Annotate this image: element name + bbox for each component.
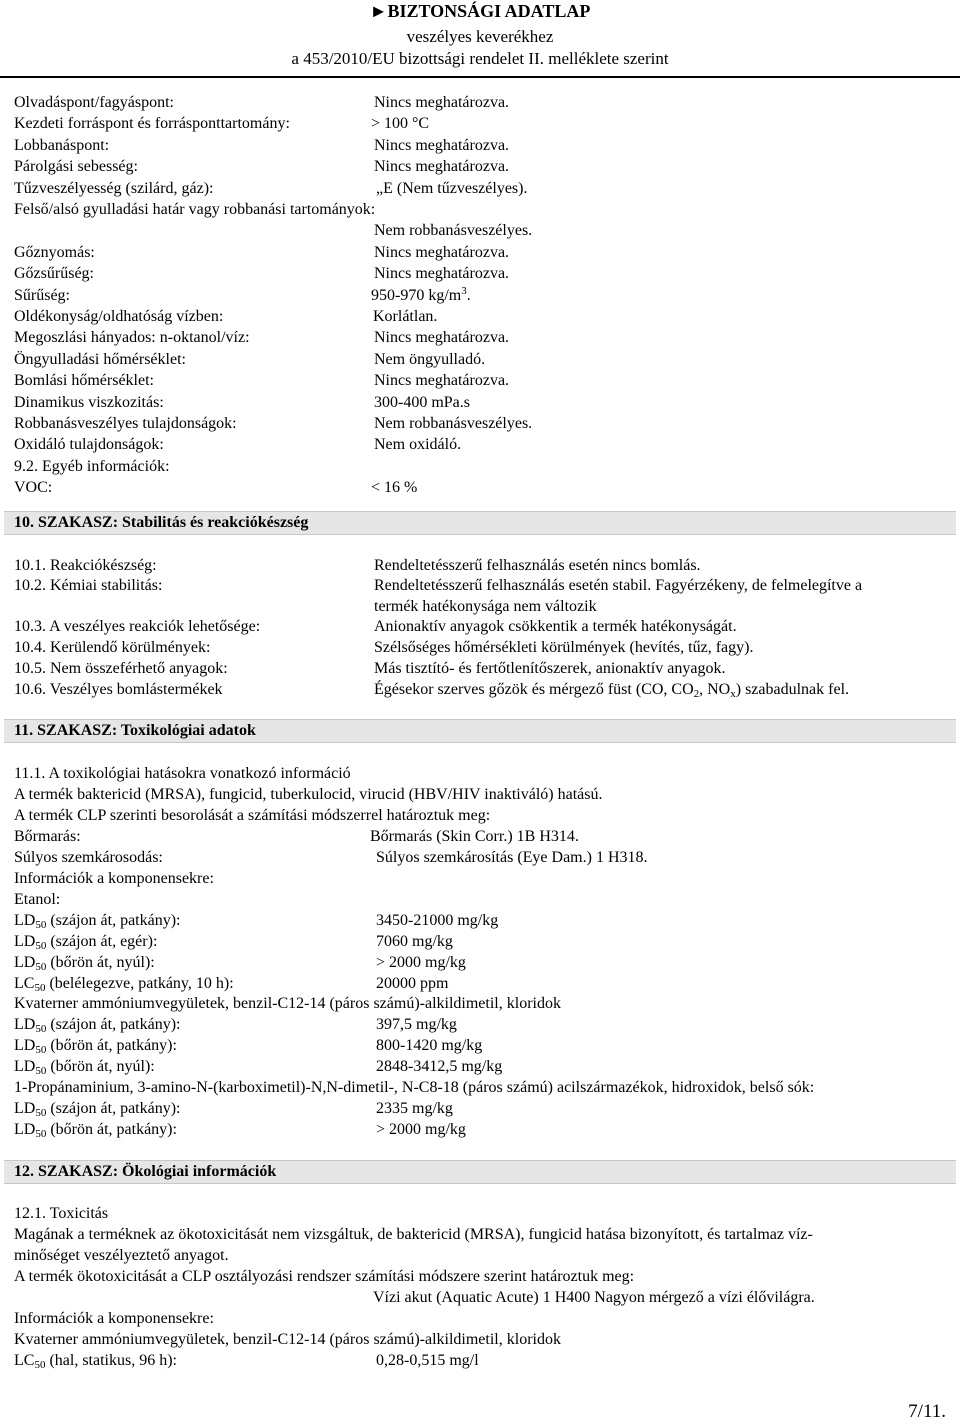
lc50-fish-row: $LC_{50}$ (hal, statikus, 96 h): 0,28-0,515 mg/l — [14, 1352, 479, 1371]
property-label: Oxidáló tulajdonságok: — [14, 436, 164, 454]
property-row — [0, 434, 960, 455]
property-label: Tűzveszélyesség (szilárd, gáz): — [14, 179, 214, 197]
tox-subscript: 50 — [35, 919, 47, 931]
reactivity-value: Anionaktív anyagok csökkentik a termék hatékonyságát. — [374, 618, 737, 635]
tox-kind: LD — [14, 954, 36, 971]
property-value: Nincs meghatározva. — [374, 243, 510, 261]
tox-subscript: 50 — [35, 1128, 47, 1140]
property-row — [0, 113, 960, 134]
reactivity-row — [0, 575, 960, 596]
property-value: Nincs meghatározva. — [374, 136, 510, 154]
reactivity-label: 10.4. Kerülendő körülmények: — [14, 639, 211, 656]
tox-kind: LD — [14, 912, 36, 929]
tox-value: 2335 mg/kg — [376, 1100, 453, 1117]
tox-value: 2848-3412,5 mg/kg — [376, 1058, 503, 1075]
property-value: 950-970 $kg/m^3$. — [371, 284, 471, 304]
property-row — [0, 370, 960, 391]
header-divider — [0, 76, 960, 78]
reactivity-row — [0, 596, 960, 617]
property-label: Oldékonyság/oldhatóság vízben: — [14, 308, 224, 325]
tox-value: 20000 ppm — [376, 975, 449, 992]
tox-route: (bőrön át, patkány): — [46, 1037, 177, 1054]
text-line: minőséget veszélyeztető anyagot. — [14, 1247, 229, 1264]
property-value: < 16 % — [371, 479, 418, 497]
text-line: A termék baktericid (MRSA), fungicid, tuberkulocid, virucid (HBV/HIV inaktiváló) hatású. — [14, 786, 603, 803]
reactivity-label: 10.3. A veszélyes reakciók lehetősége: — [14, 618, 261, 635]
tox-label — [14, 1098, 181, 1119]
property-row — [0, 456, 960, 477]
property-label: Felső/alsó gyulladási határ vagy robbanási tartományok: — [14, 201, 376, 218]
tox-subscript: 50 — [35, 1044, 47, 1056]
reactivity-row — [0, 637, 960, 658]
property-value: Nem oxidáló. — [374, 436, 462, 454]
reactivity-label: 10.2. Kémiai stabilitás: — [14, 577, 163, 594]
document-subtitle-2: a 453/2010/EU bizottsági rendelet II. melléklete szerint — [291, 49, 669, 68]
tox-label — [14, 1119, 177, 1140]
property-row — [0, 477, 960, 498]
tox-label — [14, 1056, 155, 1077]
section-11-title: 11. SZAKASZ: Toxikológiai adatok — [14, 722, 256, 739]
property-row — [0, 349, 960, 370]
text-line: Információk a komponensekre: — [14, 870, 214, 887]
property-value: Nincs meghatározva. — [374, 94, 510, 111]
tox-route: (bőrön át, patkány): — [46, 1121, 177, 1138]
property-value: Nem öngyulladó. — [374, 350, 486, 368]
tox-route: (szájon át, patkány): — [46, 1100, 181, 1117]
tox-label — [14, 952, 155, 973]
tox-label — [14, 1035, 177, 1056]
tox-label — [14, 1014, 181, 1035]
reactivity-label: 10.5. Nem összeférhető anyagok: — [14, 660, 228, 677]
property-label: Megoszlási hányados: n-oktanol/víz: — [14, 329, 250, 347]
property-row — [0, 306, 960, 327]
tox-value: 7060 mg/kg — [376, 933, 453, 950]
property-value: Nem robbanásveszélyes. — [374, 222, 533, 240]
tox-row — [0, 1056, 960, 1077]
tox-route: (szájon át, patkány): — [46, 912, 181, 929]
section-12-title: 12. SZAKASZ: Ökológiai információk — [14, 1163, 277, 1180]
property-value: Nincs meghatározva. — [374, 329, 510, 347]
property-row — [0, 92, 960, 113]
text-line: 12.1. Toxicitás — [14, 1205, 109, 1222]
aquatic-classification-row: Vízi akut (Aquatic Acute) 1 H400 Nagyon mérgező a vízi élővilágra. — [373, 1289, 815, 1306]
text-line: Kvaterner ammóniumvegyületek, benzil-C12-14 (páros számú)-alkildimetil, kloridok — [14, 995, 561, 1012]
text-line: 1-Propánaminium, 3-amino-N-(karboximetil)-N,N-dimetil-, N-C8-18 (páros számú) acilszármazékok, hidroxidok, belső sók: — [14, 1079, 815, 1096]
property-value: Nincs meghatározva. — [374, 372, 510, 390]
tox-label — [14, 973, 234, 994]
property-value: Nincs meghatározva. — [374, 265, 510, 283]
tox-label — [14, 910, 181, 931]
property-row — [0, 199, 960, 220]
section-10-title: 10. SZAKASZ: Stabilitás és reakciókészség — [14, 514, 309, 531]
property-row — [0, 327, 960, 348]
tox-row — [0, 1014, 960, 1035]
decomposition-value: Égésekor szerves gőzök és mérgező füst (CO, $CO_2$, $NO_x$) szabadulnak fel. — [374, 681, 850, 700]
tox-kind: LD — [14, 1121, 36, 1138]
property-row — [0, 178, 960, 199]
tox-value: > 2000 mg/kg — [376, 954, 466, 971]
property-label: Lobbanáspont: — [14, 136, 110, 154]
reactivity-row — [0, 616, 960, 637]
property-value: „E (Nem tűzveszélyes). — [376, 179, 528, 197]
section-10-header — [4, 511, 956, 535]
property-value: Korlátlan. — [373, 308, 438, 325]
section-12-header — [4, 1160, 956, 1184]
property-row — [0, 285, 960, 306]
tox-kind: LD — [14, 933, 36, 950]
tox-row — [0, 931, 960, 952]
property-label: Dinamikus viszkozitás: — [14, 393, 164, 411]
tox-kind: LD — [14, 1016, 36, 1033]
tox-row — [0, 1119, 960, 1140]
tox-subscript: 50 — [35, 1065, 47, 1077]
tox-subscript: 50 — [34, 982, 46, 994]
tox-route: (szájon át, patkány): — [46, 1016, 181, 1033]
tox-row — [0, 952, 960, 973]
tox-row — [0, 910, 960, 931]
property-value: > 100 °C — [371, 115, 430, 133]
reactivity-row — [0, 555, 960, 576]
density-end: . — [466, 286, 471, 304]
reactivity-value: Rendeltetésszerű felhasználás esetén stabil. Fagyérzékeny, de felmelegítve a — [374, 577, 863, 594]
tox-row — [0, 1035, 960, 1056]
property-label: Öngyulladási hőmérséklet: — [14, 350, 186, 368]
tox-value: > 2000 mg/kg — [376, 1121, 466, 1138]
text-line: Etanol: — [14, 891, 61, 908]
tox-route: (bőrön át, nyúl): — [46, 1058, 155, 1075]
reactivity-value: Rendeltetésszerű felhasználás esetén nincs bomlás. — [374, 557, 701, 574]
property-row — [0, 242, 960, 263]
tox-subscript: 50 — [35, 940, 47, 952]
tox-subscript: 50 — [35, 1107, 47, 1119]
property-value: Nincs meghatározva. — [374, 158, 510, 176]
tox-route: (belélegezve, patkány, 10 h): — [45, 975, 234, 992]
skin-corrosion-row: Bőrmarás: Bőrmarás (Skin Corr.) 1B H314. — [14, 828, 579, 845]
reactivity-label: 10.1. Reakciókészség: — [14, 557, 157, 574]
tox-row — [0, 1098, 960, 1119]
property-label: Robbanásveszélyes tulajdonságok: — [14, 415, 237, 432]
property-row — [0, 392, 960, 413]
property-label: Kezdeti forráspont és forrásponttartomány: — [14, 115, 290, 133]
document-title: ►BIZTONSÁGI ADATLAP — [369, 1, 591, 21]
property-value: Nem robbanásveszélyes. — [374, 415, 533, 432]
property-label: Gőznyomás: — [14, 243, 95, 261]
text-line: 11.1. A toxikológiai hatásokra vonatkozó információ — [14, 765, 351, 782]
property-row — [0, 413, 960, 434]
tox-subscript: 50 — [35, 961, 47, 973]
property-label: Párolgási sebesség: — [14, 158, 138, 176]
density-superscript: 3 — [461, 284, 467, 297]
property-value: 300-400 mPa.s — [374, 393, 470, 411]
property-label: Bomlási hőmérséklet: — [14, 372, 154, 390]
tox-label — [14, 931, 157, 952]
tox-kind: LD — [14, 1100, 36, 1117]
text-line: Információk a komponensekre: — [14, 1310, 214, 1327]
tox-value: 800-1420 mg/kg — [376, 1037, 483, 1054]
property-label: 9.2. Egyéb információk: — [14, 457, 170, 475]
text-line: Kvaterner ammóniumvegyületek, benzil-C12-14 (páros számú)-alkildimetil, kloridok — [14, 1331, 561, 1348]
page-number: 7/11. — [908, 1401, 946, 1422]
tox-subscript: 50 — [35, 1023, 47, 1035]
section-11-header — [4, 719, 956, 743]
text-line: Magának a terméknek az ökotoxicitását nem vizsgáltuk, de baktericid (MRSA), fungicid hatása bizonyított, és tartalmaz víz- — [14, 1226, 813, 1243]
decomposition-label: 10.6. Veszélyes bomlástermékek — [14, 681, 223, 698]
tox-kind: LD — [14, 1058, 36, 1075]
tox-value: 3450-21000 mg/kg — [376, 912, 499, 929]
document-subtitle-1: veszélyes keverékhez — [406, 27, 554, 46]
tox-route: (bőrön át, nyúl): — [46, 954, 155, 971]
property-label: Olvadáspont/fagyáspont: — [14, 94, 174, 111]
eye-damage-row: Súlyos szemkárosodás: Súlyos szemkárosítás (Eye Dam.) 1 H318. — [14, 849, 648, 866]
tox-kind: LC — [14, 975, 35, 992]
tox-row — [0, 973, 960, 994]
property-row — [0, 156, 960, 177]
property-label: Sűrűség: — [14, 286, 70, 304]
tox-route: (szájon át, egér): — [46, 933, 158, 950]
decomposition-row — [0, 679, 960, 700]
tox-value: 397,5 mg/kg — [376, 1016, 457, 1033]
property-label: Gőzsűrűség: — [14, 265, 94, 283]
reactivity-row — [0, 658, 960, 679]
property-label: VOC: — [14, 479, 53, 497]
tox-kind: LD — [14, 1037, 36, 1054]
property-row — [0, 135, 960, 156]
property-row — [0, 220, 960, 241]
text-line: A termék CLP szerinti besorolását a számítási módszerrel határoztuk meg: — [14, 807, 491, 824]
reactivity-value: Más tisztító- és fertőtlenítőszerek, anionaktív anyagok. — [374, 660, 726, 677]
reactivity-value: Szélsőséges hőmérsékleti körülmények (hevítés, tűz, fagy). — [374, 639, 754, 656]
text-line: A termék ökotoxicitását a CLP osztályozási rendszer számítási módszere szerint határoztuk meg: — [14, 1268, 635, 1285]
reactivity-value: termék hatékonysága nem változik — [374, 598, 597, 615]
property-row — [0, 263, 960, 284]
